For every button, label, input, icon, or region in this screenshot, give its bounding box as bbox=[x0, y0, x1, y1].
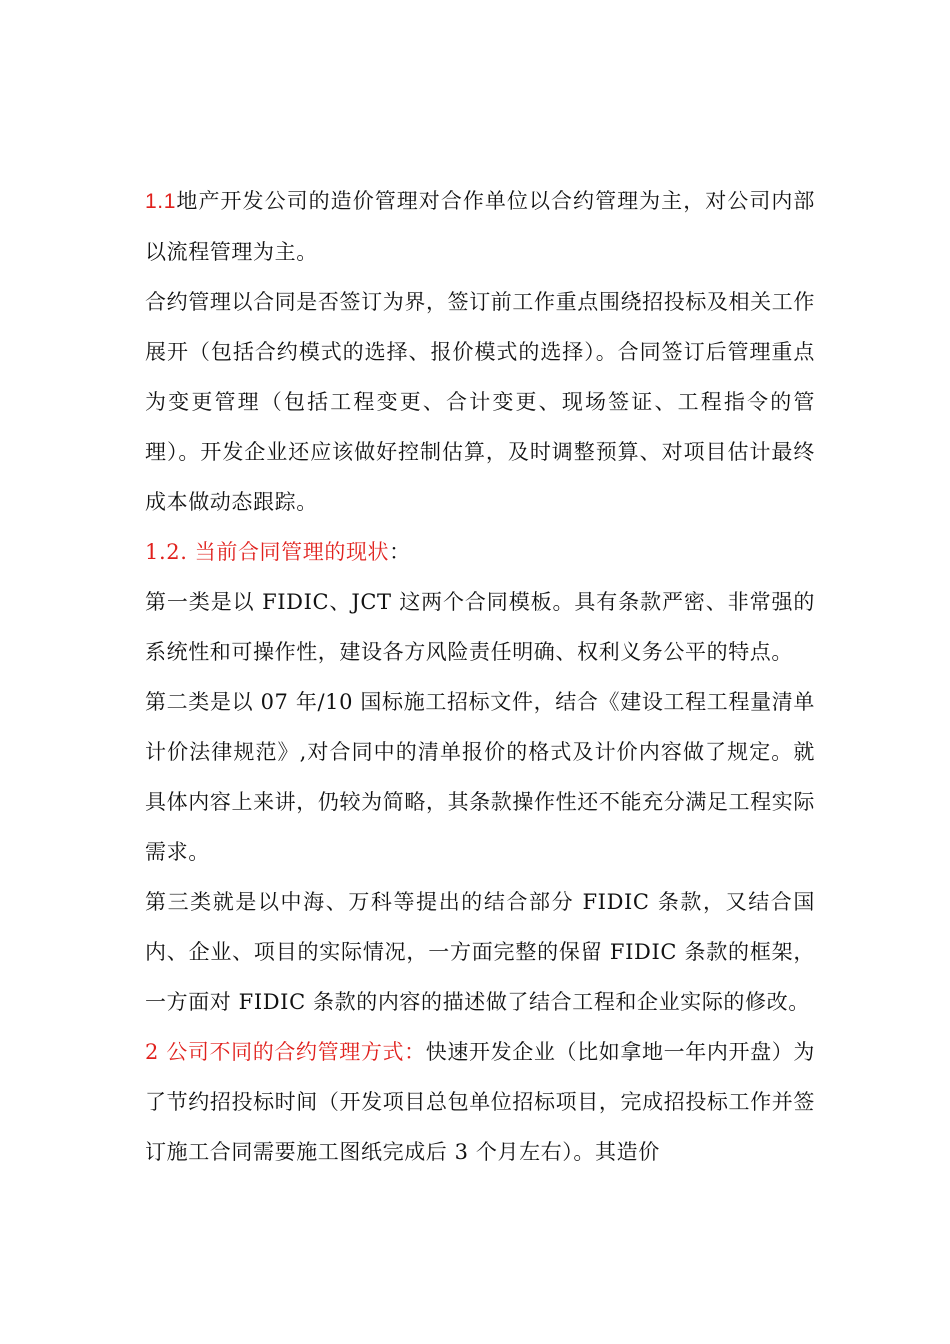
section-heading-2: 2 公司不同的合约管理方式： bbox=[145, 1040, 426, 1064]
paragraph-section-2-text: 快速开发企业（比如拿地一年内开盘）为了节约招投标时间（开发项目总包单位招标项目，完成招投标工作并签订施工合同需要施工图纸完成后 3 个月左右）。其造价 bbox=[145, 1040, 815, 1164]
paragraph-1-1-text: 地产开发公司的造价管理对合作单位以合约管理为主，对公司内部以流程管理为主。 bbox=[145, 189, 815, 264]
paragraph-1-1 bbox=[145, 176, 815, 277]
document-body bbox=[145, 176, 815, 1177]
paragraph-category-2 bbox=[145, 677, 815, 877]
paragraph-category-2-text: 第二类是以 07 年/10 国标施工招标文件，结合《建设工程工程量清单计价法律规范》,对合同中的清单报价的格式及计价内容做了规定。就具体内容上来讲，仍较为简略，其条款操作性还不能充分满足工程实际需求。 bbox=[145, 690, 815, 864]
section-heading-1-2-colon: ： bbox=[389, 540, 411, 564]
section-heading-1-2: 1.2. 当前合同管理的现状 bbox=[145, 540, 390, 564]
paragraph-category-3-text: 第三类就是以中海、万科等提出的结合部分 FIDIC 条款，又结合国内、企业、项目的实际情况，一方面完整的保留 FIDIC 条款的框架，一方面对 FIDIC 条款的内容的描述做了结合工程和企业实际的修改。 bbox=[145, 890, 815, 1014]
section-number-1-1: 1.1 bbox=[145, 190, 176, 213]
paragraph-contract-management bbox=[145, 277, 815, 527]
paragraph-section-2 bbox=[145, 1027, 815, 1177]
paragraph-1-2-heading bbox=[145, 527, 815, 577]
paragraph-category-1-text: 第一类是以 FIDIC、JCT 这两个合同模板。具有条款严密、非常强的系统性和可操作性，建设各方风险责任明确、权利义务公平的特点。 bbox=[145, 590, 815, 664]
paragraph-category-3 bbox=[145, 877, 815, 1027]
paragraph-category-1 bbox=[145, 577, 815, 677]
paragraph-contract-management-text: 合约管理以合同是否签订为界，签订前工作重点围绕招投标及相关工作展开（包括合约模式的选择、报价模式的选择）。合同签订后管理重点为变更管理（包括工程变更、合计变更、现场签证、工程指令的管理）。开发企业还应该做好控制估算，及时调整预算、对项目估计最终成本做动态跟踪。 bbox=[145, 290, 815, 514]
